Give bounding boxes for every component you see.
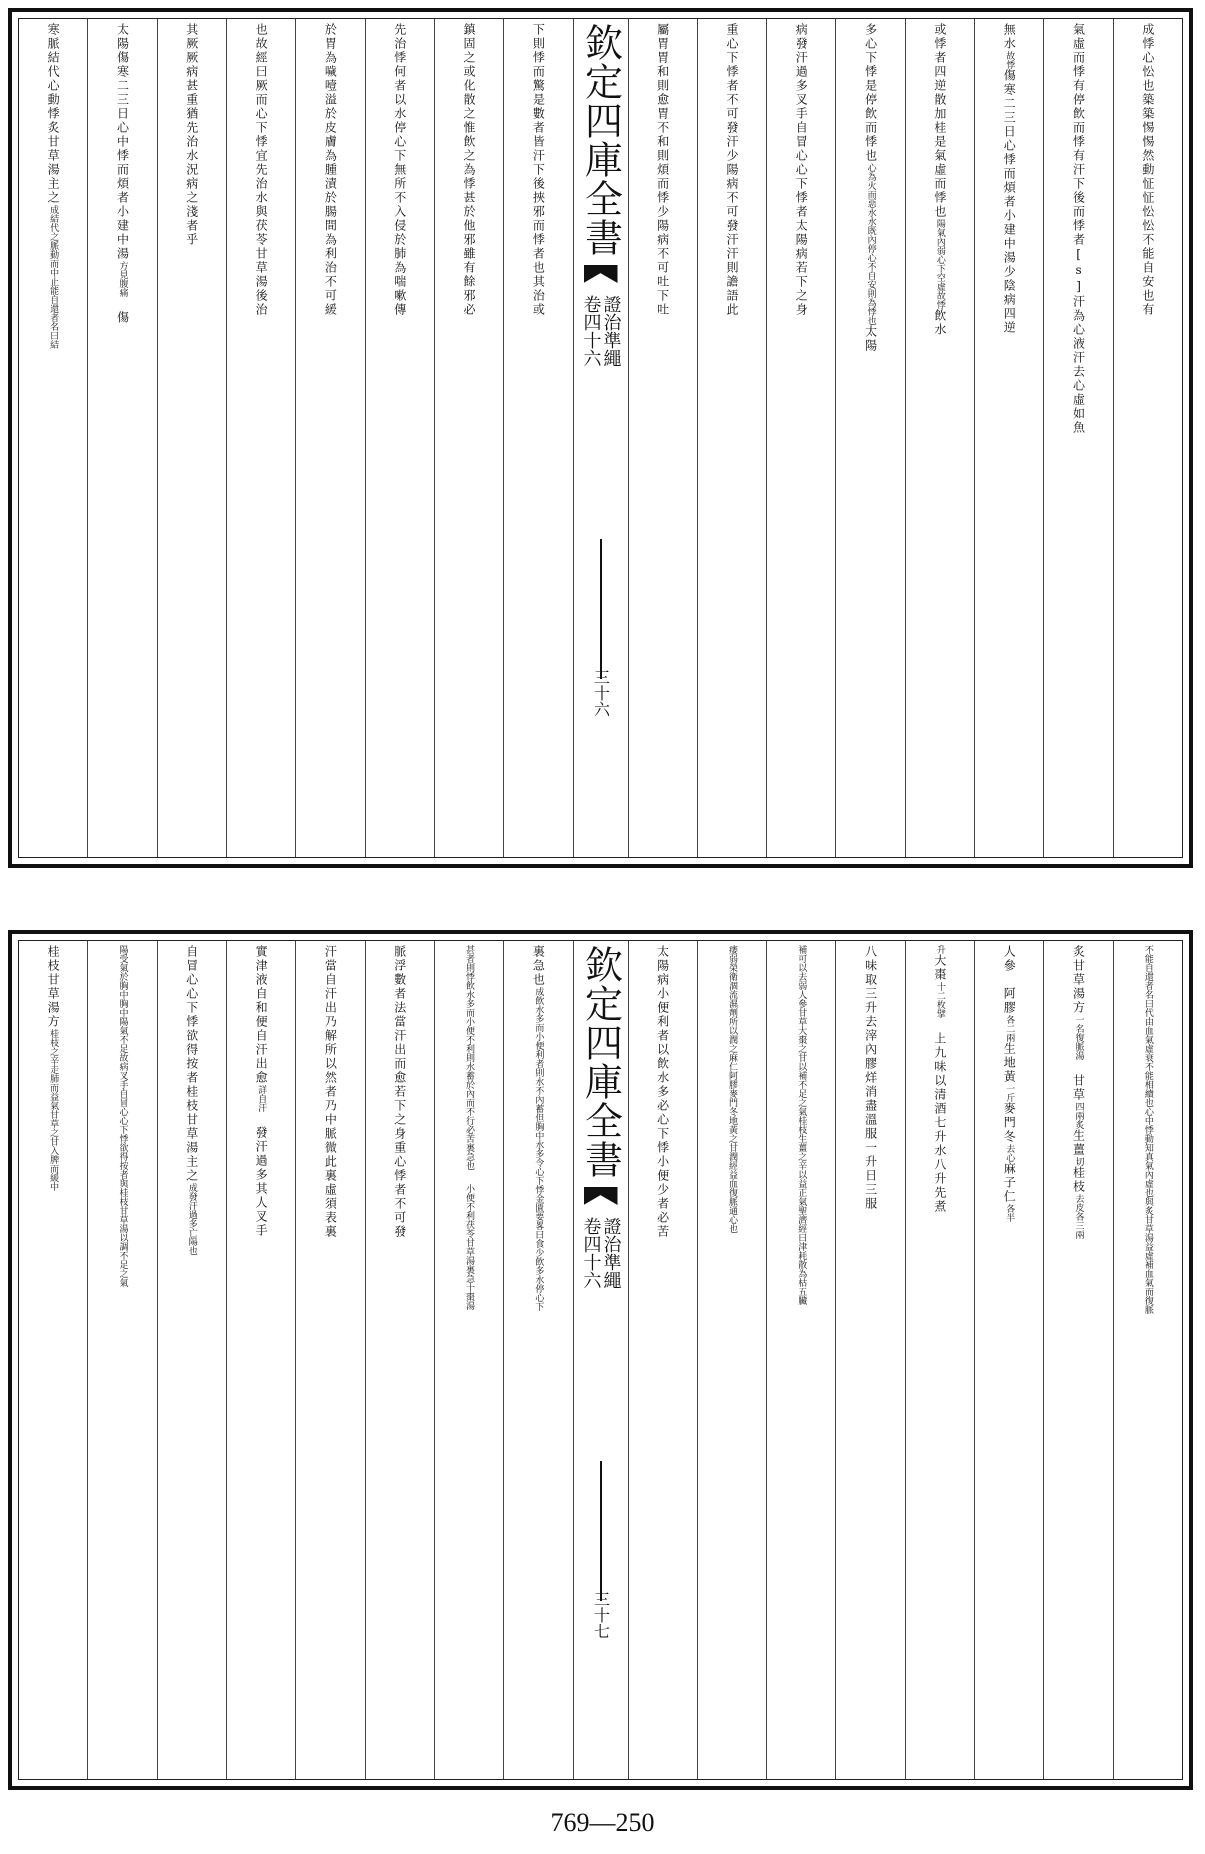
annotation-note: 升 bbox=[934, 945, 945, 954]
column-text: 裏急也成飲水多而小便利者則水不內蓄但胸中水多令心下悸金匱要畧曰食少飲多水停心下 bbox=[531, 945, 546, 1311]
text-column bbox=[1043, 941, 1112, 1779]
column-text: 氣虛而悸有停飲而悸有汗下後而悸者[s]汗為心液汗去心虛如魚 bbox=[1071, 23, 1086, 435]
fish-tail-mark bbox=[584, 1187, 618, 1205]
column-text: 桂枝甘草湯方桂枝之辛走肺而益氣甘草之甘入脾而緩中 bbox=[46, 945, 61, 1191]
column-text bbox=[463, 945, 475, 1779]
text-column bbox=[87, 941, 156, 1779]
annotation-note: 成發汗過多亡陽也 bbox=[186, 1183, 197, 1255]
text-column bbox=[503, 941, 572, 1779]
top-page bbox=[8, 8, 1193, 868]
column-text: 或悸者四逆散加桂是氣虛而悸也陽氣內弱心下空虛故悸飲水 bbox=[932, 23, 947, 337]
text-column bbox=[974, 19, 1043, 857]
top-page-frame bbox=[18, 18, 1183, 858]
leaf-number: 三十七 bbox=[591, 1591, 611, 1639]
annotation-note: 補可以去弱人參甘草大棗之甘以補不足之氣桂枝生薑之辛以益正氣聖濟經曰津耗散為枯五臟 bbox=[796, 945, 807, 1305]
text-column bbox=[157, 941, 226, 1779]
annotation-note: 去皮各三兩 bbox=[1073, 1194, 1084, 1239]
column-text: 升大棗十二枚擘 上九味以清酒七升水八升先煮 bbox=[932, 945, 947, 1214]
text-column bbox=[905, 19, 974, 857]
text-column bbox=[1043, 19, 1112, 857]
annotation-note: 成結代之脈動而中止能自還者名曰結 bbox=[48, 205, 59, 349]
annotation-note: 痿弱榮衛涸流濕劑所以潤之麻仁阿膠麥門冬地黃之甘潤經益血復脈通心也 bbox=[726, 945, 737, 1233]
annotation-note: 不能自還者名曰代由血氣虛衰不能相續也心中悸動知真氣內虛也與炙甘草湯益虛補血氣而復脈 bbox=[1142, 945, 1153, 1314]
column-text: 自冒心心下悸欲得按者桂枝甘草湯主之成發汗過多亡陽也 bbox=[184, 945, 199, 1255]
text-column bbox=[295, 19, 364, 857]
column-text: 脈浮數者法當汗出而愈若下之身重心悸者不可發 bbox=[392, 945, 407, 1239]
annotation-note: 詳自汗 bbox=[256, 1085, 267, 1112]
center-rule bbox=[600, 1461, 602, 1601]
bottom-page bbox=[8, 930, 1193, 1790]
text-column bbox=[503, 19, 572, 857]
book-title: 欽定四庫全書 bbox=[578, 23, 623, 257]
annotation-note: 十二枚擘 bbox=[934, 982, 945, 1018]
text-column bbox=[19, 19, 87, 857]
text-column bbox=[295, 941, 364, 1779]
column-text: 於胃為噦噎溢於皮膚為腫漬於腸間為利治不可緩 bbox=[323, 23, 338, 317]
volume-label: 卷四十六 bbox=[580, 1217, 602, 1289]
text-column bbox=[365, 19, 434, 857]
column-text: 多心下悸是停飲而悸也心為火而惡水水既內停心不自安則為悸也太陽 bbox=[863, 23, 878, 353]
annotation-note: 小便不利茯苓甘草湯裏急十棗湯 bbox=[464, 1184, 475, 1310]
text-column bbox=[434, 19, 503, 857]
annotation-note: 切 bbox=[1073, 1157, 1084, 1166]
column-text: 無水故悸傷寒二三日心悸而煩者小建中湯少陰病四逆 bbox=[1002, 23, 1017, 335]
column-text: 太陽病小便利者以飲水多必心下悸小便少者必苦 bbox=[655, 945, 670, 1239]
bottom-page-frame bbox=[18, 940, 1183, 1780]
annotation-note: 方見腹痛 bbox=[117, 261, 128, 297]
column-text: 下則悸而驚是數者皆汗下後挾邪而悸者也其治或 bbox=[531, 23, 546, 317]
column-text: 鎮固之或化散之惟飲之為悸甚於他邪雖有餘邪必 bbox=[462, 23, 477, 317]
text-column bbox=[226, 941, 295, 1779]
text-column bbox=[974, 941, 1043, 1779]
annotation-note: 陽受氣於胸中胸中陽氣不足故病叉手自冒心心下悸欲得按者與桂枝甘草湯以調不足之氣 bbox=[117, 945, 128, 1287]
center-meta bbox=[582, 295, 620, 367]
annotation-note: 成飲水多而小便利者則水不內蓄但胸中水多令心下悸金匱要畧曰食少飲多水停心下 bbox=[533, 987, 544, 1311]
text-column bbox=[365, 941, 434, 1779]
column-text: 寒脈結代心動悸炙甘草湯主之成結代之脈動而中止能自還者名曰結 bbox=[46, 23, 61, 349]
book-name: 證治準繩 bbox=[600, 1217, 622, 1289]
column-text bbox=[795, 945, 807, 1779]
leaf-number: 三十六 bbox=[591, 669, 611, 717]
column-text: 太陽傷寒二三日心中悸而煩者小建中湯方見腹痛 傷 bbox=[115, 23, 130, 325]
text-column bbox=[434, 941, 503, 1779]
annotation-note: 故悸 bbox=[1004, 51, 1015, 69]
text-column bbox=[697, 941, 766, 1779]
center-fold-column bbox=[573, 19, 628, 857]
volume-label: 卷四十六 bbox=[580, 295, 602, 367]
column-text bbox=[116, 945, 128, 1779]
text-column bbox=[157, 19, 226, 857]
annotation-note: 一斤 bbox=[1004, 1084, 1015, 1102]
column-text bbox=[726, 945, 738, 1779]
book-name: 證治準繩 bbox=[600, 295, 622, 367]
annotation-note: 各半 bbox=[1004, 1204, 1015, 1222]
annotation-note: 陽氣內弱心下空虛故悸 bbox=[934, 219, 945, 309]
column-text: 八味取三升去滓內膠烊消盡溫服一升日三服 bbox=[863, 945, 878, 1211]
column-text: 成悸心忪也築築惕惕然動怔怔忪忪不能自安也有 bbox=[1140, 23, 1155, 317]
book-title: 欽定四庫全書 bbox=[578, 945, 623, 1179]
text-column bbox=[905, 941, 974, 1779]
column-text: 實津液自和便自汗出愈詳自汗 發汗過多其人叉手 bbox=[254, 945, 269, 1238]
text-column bbox=[87, 19, 156, 857]
text-column bbox=[1113, 19, 1182, 857]
column-text: 炙甘草湯方一名復脈湯 甘草四兩炙生薑切桂枝去皮各三兩 bbox=[1071, 945, 1086, 1239]
annotation-note: 心為火而惡水水既內停心不自安則為悸也 bbox=[865, 163, 876, 325]
text-column bbox=[697, 19, 766, 857]
text-column bbox=[19, 941, 87, 1779]
text-column bbox=[766, 19, 835, 857]
text-column bbox=[628, 19, 697, 857]
column-text: 也故經曰厥而心下悸宜先治水與茯苓甘草湯後治 bbox=[254, 23, 269, 317]
text-column bbox=[628, 941, 697, 1779]
column-text: 先治悸何者以水停心下無所不入侵於肺為喘嗽傳 bbox=[392, 23, 407, 317]
column-text: 汗當自汗出乃解所以然者乃中脈微此裏虛須表裏 bbox=[323, 945, 338, 1239]
center-rule bbox=[600, 539, 602, 679]
annotation-note: 一名復脈湯 bbox=[1073, 1015, 1084, 1060]
fish-tail-mark bbox=[584, 265, 618, 283]
annotation-note: 各二兩 bbox=[1004, 1015, 1015, 1042]
annotation-note: 四兩炙 bbox=[1073, 1102, 1084, 1129]
annotation-note: 甚者則悸飲水多而小便不利則水蓄於內而不行必苦裏急也 bbox=[464, 945, 475, 1170]
column-text bbox=[1142, 945, 1154, 1779]
column-text: 其厥厥病甚重猶先治水況病之淺者乎 bbox=[184, 23, 199, 247]
column-text: 重心下悸者不可發汗少陽病不可發汗汗則譫語此 bbox=[724, 23, 739, 317]
text-column bbox=[226, 19, 295, 857]
text-column bbox=[835, 19, 904, 857]
text-column bbox=[1113, 941, 1182, 1779]
column-text: 人參 阿膠各二兩生地黃一斤麥門冬去心麻子仁各半 bbox=[1002, 945, 1017, 1222]
text-column bbox=[766, 941, 835, 1779]
annotation-note: 去心 bbox=[1004, 1144, 1015, 1162]
page-number: 769—250 bbox=[550, 1808, 655, 1837]
center-meta bbox=[582, 1217, 620, 1289]
column-text: 病發汗過多叉手自冒心心下悸者太陽病若下之身 bbox=[794, 23, 809, 317]
text-column bbox=[835, 941, 904, 1779]
annotation-note: 桂枝之辛走肺而益氣甘草之甘入脾而緩中 bbox=[48, 1029, 59, 1191]
center-fold-column bbox=[573, 941, 628, 1779]
column-text: 屬胃胃和則愈胃不和則煩而悸少陽病不可吐下吐 bbox=[655, 23, 670, 317]
